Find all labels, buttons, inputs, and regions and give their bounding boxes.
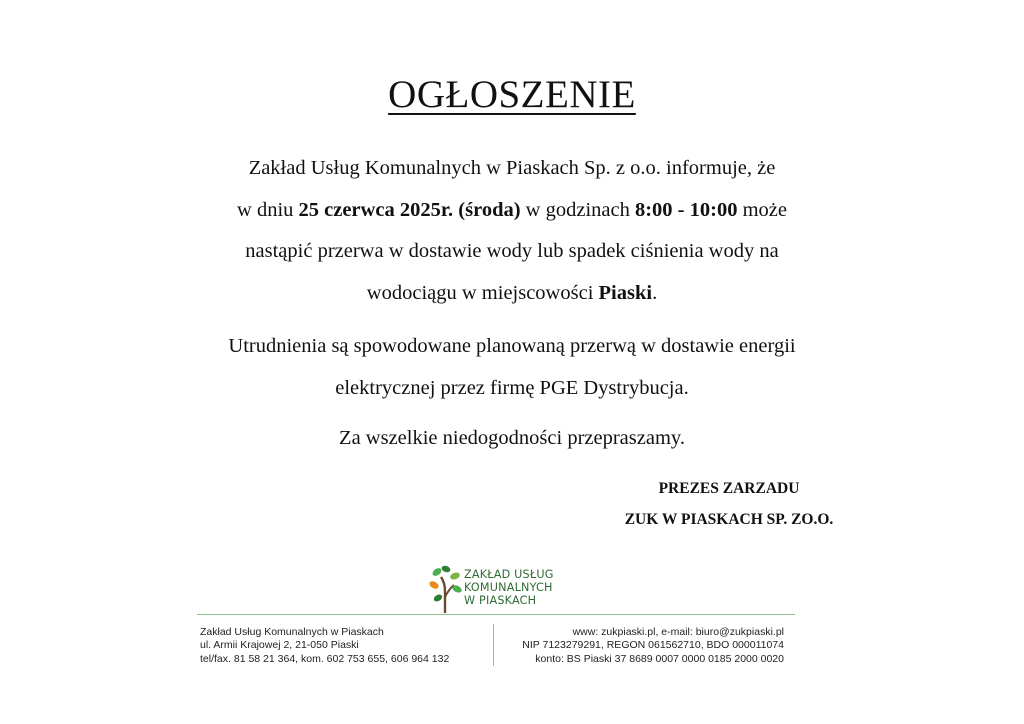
text-fragment: w dniu: [237, 198, 299, 221]
text-line: Za wszelkie niedogodności przepraszamy.: [339, 427, 685, 449]
footer-address: [200, 626, 449, 666]
text-line: elektrycznej przez firmę PGE Dystrybucja.: [335, 376, 689, 399]
signature-company: ZUK W PIASKACH SP. ZO.O.: [624, 511, 834, 528]
tree-icon: [428, 563, 464, 615]
text-line: [0, 273, 1024, 315]
location-highlight: Piaski: [598, 281, 653, 304]
text-fragment: wodociągu w miejscowości: [366, 281, 599, 304]
reason-paragraph: [0, 326, 1024, 409]
date-highlight: 25 czerwca 2025r. (środa): [298, 198, 521, 221]
footer-column-divider: [493, 624, 494, 666]
signature-title: PREZES ZARZADU: [658, 480, 800, 497]
text-line: Zakład Usług Komunalnych w Piaskach Sp. z o.o. informuje, że: [248, 157, 776, 179]
text-line: [0, 190, 1024, 232]
footer-line: Zakład Usług Komunalnych w Piaskach: [200, 626, 384, 638]
time-highlight: 8:00 - 10:00: [634, 198, 738, 221]
logo-text: [464, 568, 554, 607]
announcement-paragraph: [0, 148, 1024, 314]
footer-line: ul. Armii Krajowej 2, 21-050 Piaski: [200, 639, 359, 652]
text-line: nastąpić przerwa w dostawie wody lub spadek ciśnienia wody na: [245, 240, 779, 262]
footer-line: www: zukpiaski.pl, e-mail: biuro@zukpiaski.pl: [572, 626, 784, 638]
text-fragment: w godzinach: [520, 198, 635, 221]
page-title: OGŁOSZENIE: [388, 73, 636, 116]
logo-line: ZAKŁAD USŁUG: [464, 568, 554, 581]
text-fragment: .: [652, 281, 658, 304]
footer-line: tel/fax. 81 58 21 364, kom. 602 753 655, 606 964 132: [200, 652, 450, 665]
text-fragment: może: [737, 198, 787, 221]
footer-contact: [522, 626, 784, 666]
footer-divider: [197, 614, 795, 615]
logo-line: W PIASKACH: [464, 594, 537, 607]
apology-paragraph: [0, 418, 1024, 460]
company-logo: [428, 561, 608, 615]
footer-line: konto: BS Piaski 37 8689 0007 0000 0185 2000 0020: [535, 652, 784, 665]
footer-line: NIP 7123279291, REGON 061562710, BDO 000011074: [522, 639, 784, 652]
text-line: Utrudnienia są spowodowane planowaną przerwą w dostawie energii: [228, 335, 796, 357]
logo-line: KOMUNALNYCH: [464, 581, 553, 594]
